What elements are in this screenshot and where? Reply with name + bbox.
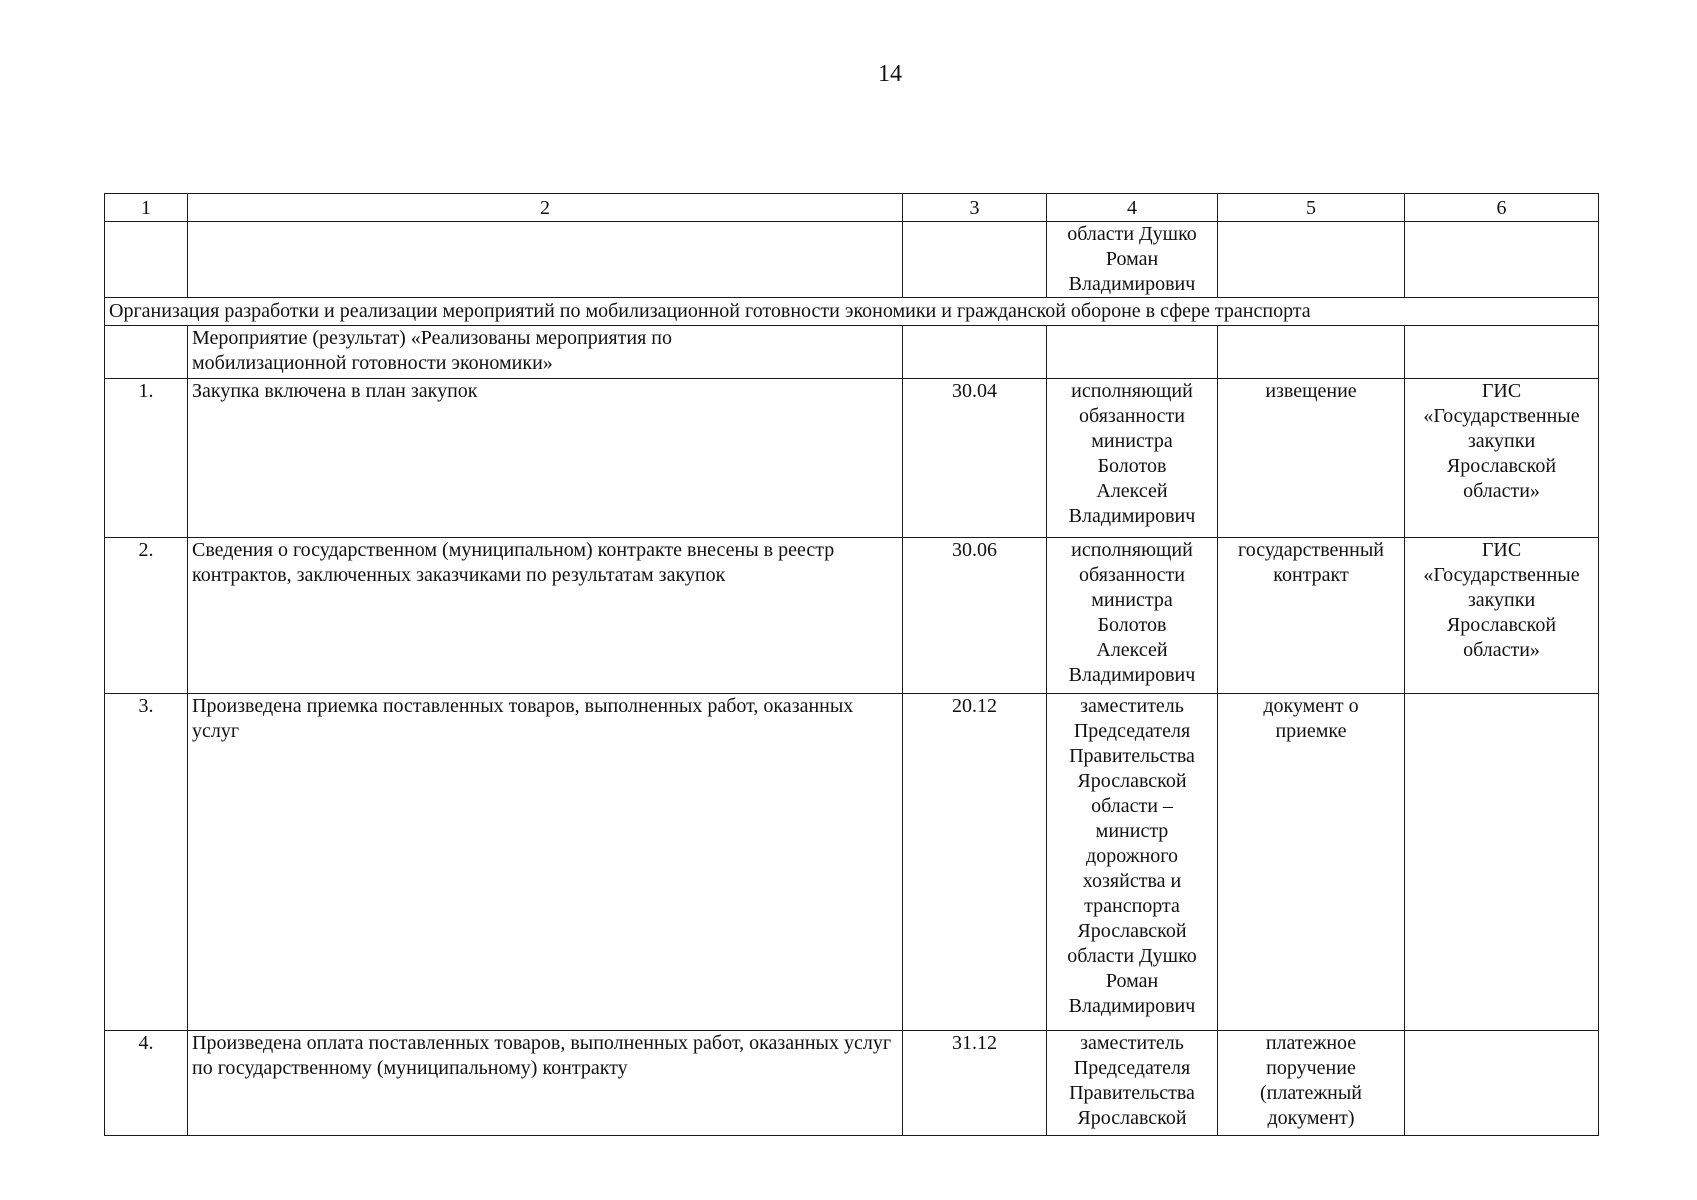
table-cell — [188, 222, 903, 298]
responsible-cell — [1047, 379, 1218, 538]
event-cell: Сведения о государственном (муниципальном) контракте внесены в реестр контрактов, заключенных заказчиками по результатам закупок — [188, 538, 903, 694]
date-cell: 30.06 — [903, 538, 1047, 694]
system-cell — [1405, 538, 1599, 694]
table-cell — [1405, 222, 1599, 298]
date-cell: 20.12 — [903, 694, 1047, 1031]
table-row — [105, 1031, 1599, 1136]
table-row — [105, 694, 1599, 1031]
system-cell — [1405, 1031, 1599, 1136]
system-text: ГИС «Государственные закупки Ярославской области» — [1423, 539, 1580, 661]
event-cell: Произведена оплата поставленных товаров, выполненных работ, оказанных услуг по государственному (муниципальному) контракту — [188, 1031, 903, 1136]
column-header: 1 — [105, 194, 188, 222]
table-cell — [105, 222, 188, 298]
table-cell — [903, 326, 1047, 379]
table-header-row — [105, 194, 1599, 222]
column-header: 6 — [1405, 194, 1599, 222]
document-cell — [1218, 538, 1405, 694]
document-cell — [1218, 1031, 1405, 1136]
document-text: извещение — [1265, 380, 1357, 402]
table-cell — [1405, 326, 1599, 379]
column-header: 2 — [188, 194, 903, 222]
table-row-continuation — [105, 222, 1599, 298]
table-cell — [1218, 222, 1405, 298]
document-cell — [1218, 379, 1405, 538]
table-row — [105, 379, 1599, 538]
date-cell: 30.04 — [903, 379, 1047, 538]
document-text: государственный контракт — [1238, 539, 1384, 586]
responsible-cell — [1047, 694, 1218, 1031]
row-number: 3. — [105, 694, 188, 1031]
responsible-cell — [1047, 1031, 1218, 1136]
table-cell — [105, 326, 188, 379]
activity-title-cell — [188, 326, 903, 379]
responsible-cell — [1047, 222, 1218, 298]
date-cell: 31.12 — [903, 1031, 1047, 1136]
responsible-text: исполняющий обязанности министра Болотов Алексей Владимирович — [1068, 539, 1196, 686]
column-header: 3 — [903, 194, 1047, 222]
system-cell — [1405, 694, 1599, 1031]
table-cell — [1047, 326, 1218, 379]
responsible-text: исполняющий обязанности министра Болотов Алексей Владимирович — [1068, 380, 1196, 527]
event-cell: Закупка включена в план закупок — [188, 379, 903, 538]
document-text: платежное поручение (платежный документ) — [1260, 1032, 1362, 1129]
system-text: ГИС «Государственные закупки Ярославской области» — [1423, 380, 1580, 502]
activity-title: Мероприятие (результат) «Реализованы мероприятия по мобилизационной готовности экономики» — [192, 327, 672, 374]
event-cell: Произведена приемка поставленных товаров, выполненных работ, оказанных услуг — [188, 694, 903, 1031]
system-cell — [1405, 379, 1599, 538]
row-number: 1. — [105, 379, 188, 538]
row-number: 4. — [105, 1031, 188, 1136]
table-row — [105, 538, 1599, 694]
document-cell — [1218, 694, 1405, 1031]
page-number: 14 — [878, 61, 902, 87]
responsible-text: заместитель Председателя Правительства Ярославской области – министр дорожного хозяйства и транспорта Ярославской области Душко Роман Владимирович — [1067, 695, 1197, 1017]
responsible-text: области Душко Роман Владимирович — [1067, 223, 1197, 295]
table-cell — [903, 222, 1047, 298]
column-header: 5 — [1218, 194, 1405, 222]
column-header: 4 — [1047, 194, 1218, 222]
section-row — [105, 298, 1599, 326]
table-cell — [1218, 326, 1405, 379]
row-number: 2. — [105, 538, 188, 694]
activity-row — [105, 326, 1599, 379]
plan-table — [104, 193, 1599, 1136]
section-title: Организация разработки и реализации мероприятий по мобилизационной готовности экономики и гражданской обороне в сфере транспорта — [105, 298, 1599, 326]
responsible-text: заместитель Председателя Правительства Ярославской — [1069, 1032, 1195, 1129]
responsible-cell — [1047, 538, 1218, 694]
document-text: документ о приемке — [1263, 695, 1359, 742]
